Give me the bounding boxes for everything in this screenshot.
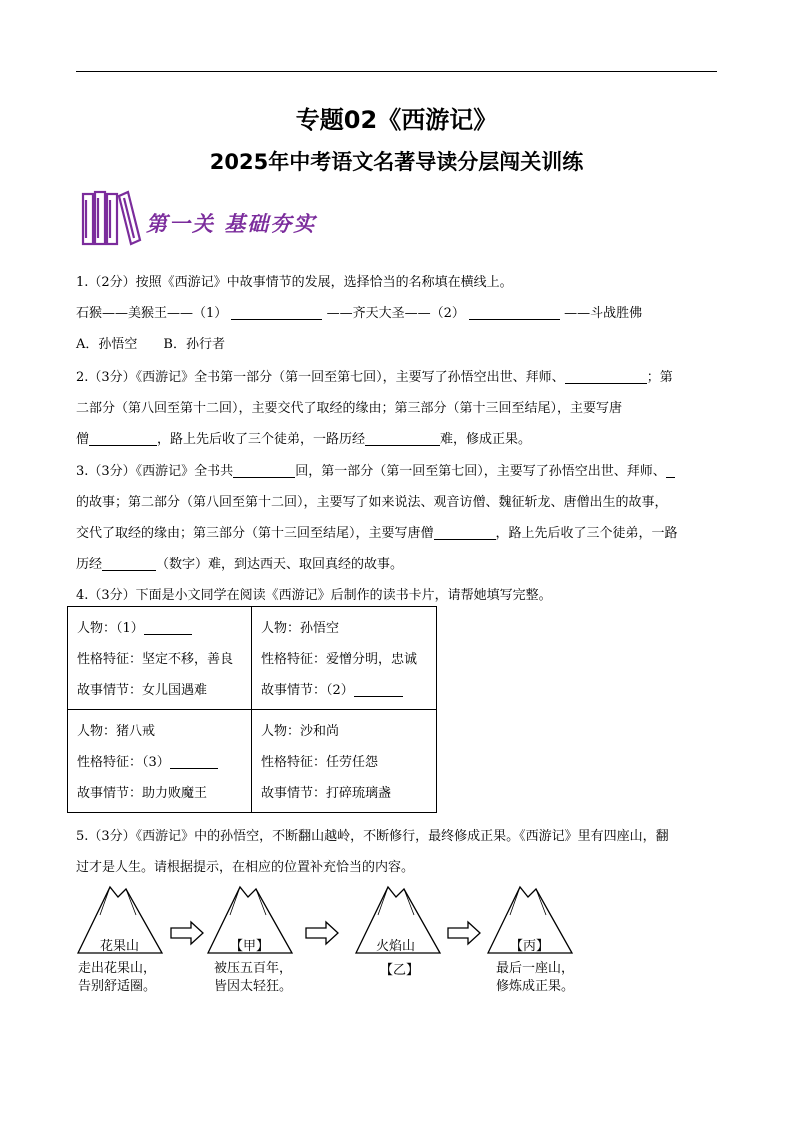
q3-blank-1[interactable]	[233, 463, 295, 478]
card-4-story: 故事情节：打碎琉璃盏	[261, 786, 392, 801]
q3-line-3-a: 交代了取经的缘由；第三部分（第十三回至结尾），主要写唐僧	[76, 526, 434, 541]
card-1-trait: 性格特征：坚定不移，善良	[77, 652, 234, 667]
card-4-trait: 性格特征：任劳任怨	[261, 755, 379, 770]
q2-line-2: 二部分（第八回至第十二回），主要交代了取经的缘由；第三部分（第十三回至结尾），主要写唐	[76, 401, 623, 416]
q4-stem: 4.（3分）下面是小文同学在阅读《西游记》后制作的读书卡片，请帮她填写完整。	[76, 588, 552, 603]
q3-line-3	[76, 522, 678, 541]
card-3	[68, 710, 252, 813]
q2-line-3-a: 僧	[76, 432, 90, 447]
q1-options: A．孙悟空 B．孙行者	[76, 337, 225, 352]
mountain-4-name: 【丙】	[510, 939, 550, 954]
q2-line-3-c: 难，修成正果。	[440, 432, 532, 447]
page-subtitle: 2025年中考语文名著导读分层闯关训练	[209, 150, 584, 174]
q2-line-1	[76, 366, 673, 385]
mountain-1-caption-1: 走出花果山，	[78, 961, 157, 976]
q3-line-1-b: 回，第一部分（第一回至第七回），主要写了孙悟空出世、拜师、	[295, 464, 666, 479]
q3-line-2: 的故事；第二部分（第八回至第十二回），主要写了如来说法、观音访僧、魏征斩龙、唐僧出生的故事，	[76, 495, 668, 510]
q2-blank-3[interactable]	[365, 431, 440, 446]
q1-chain-a: 石猴——美猴王——（1）	[76, 306, 228, 321]
card-2	[252, 607, 437, 710]
card-2-trait: 性格特征：爱憎分明，忠诚	[261, 652, 418, 667]
mountain-3-name: 火焰山	[376, 939, 416, 954]
q1-blank-1[interactable]	[231, 305, 322, 320]
q3-blank-4[interactable]	[102, 556, 156, 571]
q2-line-1-b: ；第	[646, 370, 673, 385]
card-2-story: 故事情节：（2）	[261, 683, 354, 698]
q3-line-4	[76, 553, 403, 572]
card-4	[252, 710, 437, 813]
card-3-trait: 性格特征：（3）	[77, 755, 170, 770]
level-title: 第一关 基础夯实	[146, 212, 317, 236]
card-2-person: 人物：孙悟空	[261, 621, 340, 636]
mountain-1-caption-2: 告别舒适圈。	[78, 979, 157, 994]
books-icon	[80, 188, 142, 248]
q5-line-2: 过才是人生。请根据提示，在相应的位置补充恰当的内容。	[76, 860, 415, 875]
header-rule	[76, 71, 717, 72]
q5-line-1: 5.（3分）《西游记》中的孙悟空，不断翻山越岭，不断修行，最终修成正果。《西游记》里有四座山，翻	[76, 829, 669, 844]
arrow-1	[171, 922, 203, 944]
q3-blank-3[interactable]	[434, 525, 496, 540]
q2-blank-1[interactable]	[565, 369, 647, 384]
q4-blank-2[interactable]	[354, 682, 403, 697]
q2-line-3	[76, 428, 531, 447]
mountain-2-name: 【甲】	[230, 939, 270, 954]
card-1-story: 故事情节：女儿国遇难	[77, 683, 208, 698]
card-4-person: 人物：沙和尚	[261, 724, 340, 739]
page-title: 专题02《西游记》	[295, 106, 498, 134]
mountain-2-caption-2: 皆因太轻狂。	[214, 979, 293, 994]
q4-blank-3[interactable]	[170, 754, 218, 769]
q1-stem: 1.（2分）按照《西游记》中故事情节的发展，选择恰当的名称填在横线上。	[76, 275, 513, 290]
mountain-1-name: 花果山	[100, 939, 140, 954]
q1-chain-b: ——齐天大圣——（2）	[326, 306, 465, 321]
q1-blank-2[interactable]	[469, 305, 560, 320]
q2-line-3-b: ，路上先后收了三个徒弟，一路历经	[157, 432, 366, 447]
q3-line-4-a: 历经	[76, 557, 103, 572]
q2-blank-2[interactable]	[89, 431, 157, 446]
mountain-4-caption	[496, 960, 574, 996]
q1-chain	[76, 302, 642, 321]
card-1	[68, 607, 252, 710]
q3-line-4-b: （数字）难，到达西天、取回真经的故事。	[156, 557, 404, 572]
card-3-person: 人物：猪八戒	[77, 724, 156, 739]
reading-cards-table	[67, 606, 437, 813]
mountain-2-caption-1: 被压五百年，	[214, 961, 293, 976]
arrow-3	[448, 922, 480, 944]
mountain-4-caption-1: 最后一座山，	[496, 961, 575, 976]
mountain-4-caption-2: 修炼成正果。	[496, 979, 575, 994]
arrow-2	[306, 922, 338, 944]
card-1-person: 人物：（1）	[77, 621, 144, 636]
card-3-story: 故事情节：助力败魔王	[77, 786, 208, 801]
q3-blank-2[interactable]	[666, 463, 675, 478]
mountain-3-caption	[380, 962, 419, 980]
q3-line-1-a: 3.（3分）《西游记》全书共	[76, 464, 234, 479]
mountain-3-caption-1[interactable]: 【乙】	[380, 963, 420, 978]
q3-line-3-b: ，路上先后收了三个徒弟，一路	[495, 526, 678, 541]
mountain-1-caption	[78, 960, 156, 996]
q2-line-1-a: 2.（3分）《西游记》全书第一部分（第一回至第七回），主要写了孙悟空出世、拜师、	[76, 370, 565, 385]
mountain-2-caption	[214, 960, 292, 996]
q3-line-1	[76, 460, 675, 479]
level-badge	[80, 188, 370, 248]
q4-blank-1[interactable]	[144, 620, 192, 635]
q1-chain-c: ——斗战胜佛	[564, 306, 643, 321]
